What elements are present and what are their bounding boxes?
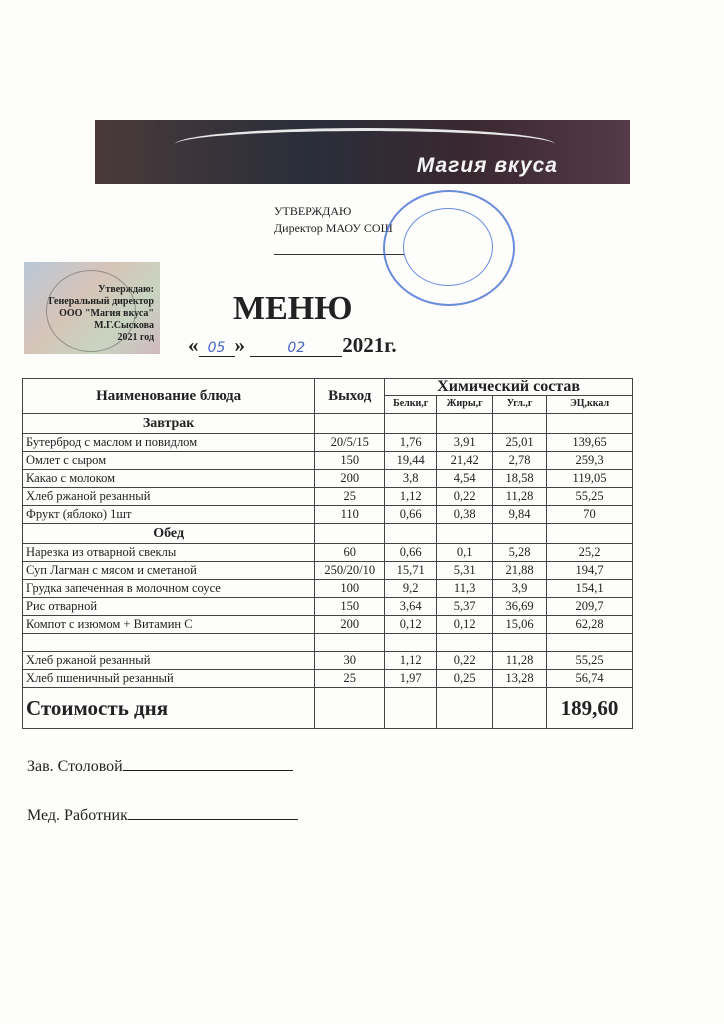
table-row <box>23 544 633 562</box>
section-title: Обед <box>23 524 315 544</box>
dish-name: Омлет с сыром <box>23 452 315 470</box>
table-row <box>23 598 633 616</box>
table-row <box>23 580 633 598</box>
header-protein: Белки,г <box>385 395 437 413</box>
header-carb: Угл.,г <box>493 395 547 413</box>
protein <box>385 634 437 652</box>
carb: 25,01 <box>493 434 547 452</box>
table-row <box>23 634 633 652</box>
yield: 200 <box>315 470 385 488</box>
table-row <box>23 506 633 524</box>
dish-name: Бутерброд с маслом и повидлом <box>23 434 315 452</box>
dish-name: Фрукт (яблоко) 1шт <box>23 506 315 524</box>
menu-table <box>22 378 633 729</box>
carb: 36,69 <box>493 598 547 616</box>
yield: 200 <box>315 616 385 634</box>
carb: 15,06 <box>493 616 547 634</box>
yield: 25 <box>315 488 385 506</box>
yield: 20/5/15 <box>315 434 385 452</box>
logo-banner <box>95 120 630 184</box>
energy: 25,2 <box>547 544 633 562</box>
energy: 70 <box>547 506 633 524</box>
dish-name: Хлеб пшеничный резанный <box>23 670 315 688</box>
yield <box>315 634 385 652</box>
dish-name <box>23 634 315 652</box>
date-day: 05 <box>199 340 235 357</box>
total-label: Стоимость дня <box>23 688 315 729</box>
dish-name: Хлеб ржаной резанный <box>23 652 315 670</box>
section-row <box>23 414 633 434</box>
header-yield: Выход <box>315 379 385 414</box>
energy: 259,3 <box>547 452 633 470</box>
carb: 9,84 <box>493 506 547 524</box>
carb: 21,88 <box>493 562 547 580</box>
protein: 0,12 <box>385 616 437 634</box>
approval-block <box>274 203 393 237</box>
approval-position: Директор МАОУ СОШ <box>274 221 393 235</box>
medic-signature <box>27 805 298 825</box>
dish-name: Суп Лагман с мясом и сметаной <box>23 562 315 580</box>
protein: 1,97 <box>385 670 437 688</box>
header-fat: Жиры,г <box>437 395 493 413</box>
medic-label: Мед. Работник <box>27 807 128 824</box>
dish-name: Грудка запеченная в молочном соусе <box>23 580 315 598</box>
approval-heading: УТВЕРЖДАЮ <box>274 204 352 218</box>
section-row <box>23 524 633 544</box>
fat: 0,12 <box>437 616 493 634</box>
protein: 9,2 <box>385 580 437 598</box>
quote-close: » <box>234 333 245 357</box>
table-row <box>23 652 633 670</box>
energy: 119,05 <box>547 470 633 488</box>
carb: 5,28 <box>493 544 547 562</box>
fat: 0,22 <box>437 488 493 506</box>
fat: 3,91 <box>437 434 493 452</box>
carb: 13,28 <box>493 670 547 688</box>
stamp-line: М.Г.Сыскова <box>94 320 154 331</box>
fat: 0,22 <box>437 652 493 670</box>
yield: 25 <box>315 670 385 688</box>
carb: 11,28 <box>493 652 547 670</box>
total-row <box>23 688 633 729</box>
table-row <box>23 434 633 452</box>
stamp-line: Утверждаю: <box>98 284 154 295</box>
fat <box>437 634 493 652</box>
carb <box>493 634 547 652</box>
carb: 2,78 <box>493 452 547 470</box>
date-month: 02 <box>250 340 342 357</box>
stamp-line: ООО "Магия вкуса" <box>59 308 154 319</box>
protein: 1,76 <box>385 434 437 452</box>
fat: 5,37 <box>437 598 493 616</box>
fat: 21,42 <box>437 452 493 470</box>
carb: 18,58 <box>493 470 547 488</box>
energy <box>547 634 633 652</box>
signature-line <box>123 756 293 771</box>
energy: 55,25 <box>547 652 633 670</box>
canteen-label: Зав. Столовой <box>27 758 123 775</box>
protein: 3,8 <box>385 470 437 488</box>
energy: 139,65 <box>547 434 633 452</box>
quote-open: « <box>188 333 199 357</box>
logo-text: Магия вкуса <box>416 154 558 177</box>
table-row <box>23 470 633 488</box>
table-row <box>23 562 633 580</box>
protein: 1,12 <box>385 488 437 506</box>
energy: 154,1 <box>547 580 633 598</box>
dish-name: Компот с изюмом + Витамин С <box>23 616 315 634</box>
protein: 0,66 <box>385 506 437 524</box>
table-row <box>23 616 633 634</box>
yield: 150 <box>315 452 385 470</box>
table-row <box>23 488 633 506</box>
energy: 194,7 <box>547 562 633 580</box>
signature-line <box>128 805 298 820</box>
date-year: 2021г. <box>342 333 397 357</box>
energy: 62,28 <box>547 616 633 634</box>
protein: 1,12 <box>385 652 437 670</box>
stamp-line: 2021 год <box>117 332 154 343</box>
supplier-approval-stamp <box>24 262 160 354</box>
page-title: МЕНЮ <box>233 290 353 327</box>
fat: 5,31 <box>437 562 493 580</box>
dish-name: Рис отварной <box>23 598 315 616</box>
yield: 150 <box>315 598 385 616</box>
protein: 0,66 <box>385 544 437 562</box>
header-name: Наименование блюда <box>23 379 315 414</box>
energy: 209,7 <box>547 598 633 616</box>
energy: 56,74 <box>547 670 633 688</box>
protein: 15,71 <box>385 562 437 580</box>
yield: 250/20/10 <box>315 562 385 580</box>
protein: 19,44 <box>385 452 437 470</box>
dish-name: Хлеб ржаной резанный <box>23 488 315 506</box>
section-title: Завтрак <box>23 414 315 434</box>
dish-name: Какао с молоком <box>23 470 315 488</box>
energy: 55,25 <box>547 488 633 506</box>
header-chem: Химический состав <box>385 379 633 396</box>
menu-date <box>188 333 397 358</box>
fat: 0,25 <box>437 670 493 688</box>
table-row <box>23 670 633 688</box>
fat: 11,3 <box>437 580 493 598</box>
total-value: 189,60 <box>547 688 633 729</box>
yield: 100 <box>315 580 385 598</box>
fat: 4,54 <box>437 470 493 488</box>
school-stamp <box>383 190 515 306</box>
yield: 110 <box>315 506 385 524</box>
protein: 3,64 <box>385 598 437 616</box>
table-row <box>23 452 633 470</box>
canteen-signature <box>27 756 293 776</box>
carb: 3,9 <box>493 580 547 598</box>
fat: 0,38 <box>437 506 493 524</box>
fat: 0,1 <box>437 544 493 562</box>
dish-name: Нарезка из отварной свеклы <box>23 544 315 562</box>
stamp-line: Генеральный директор <box>48 296 154 307</box>
yield: 60 <box>315 544 385 562</box>
yield: 30 <box>315 652 385 670</box>
carb: 11,28 <box>493 488 547 506</box>
header-energy: ЭЦ,ккал <box>547 395 633 413</box>
